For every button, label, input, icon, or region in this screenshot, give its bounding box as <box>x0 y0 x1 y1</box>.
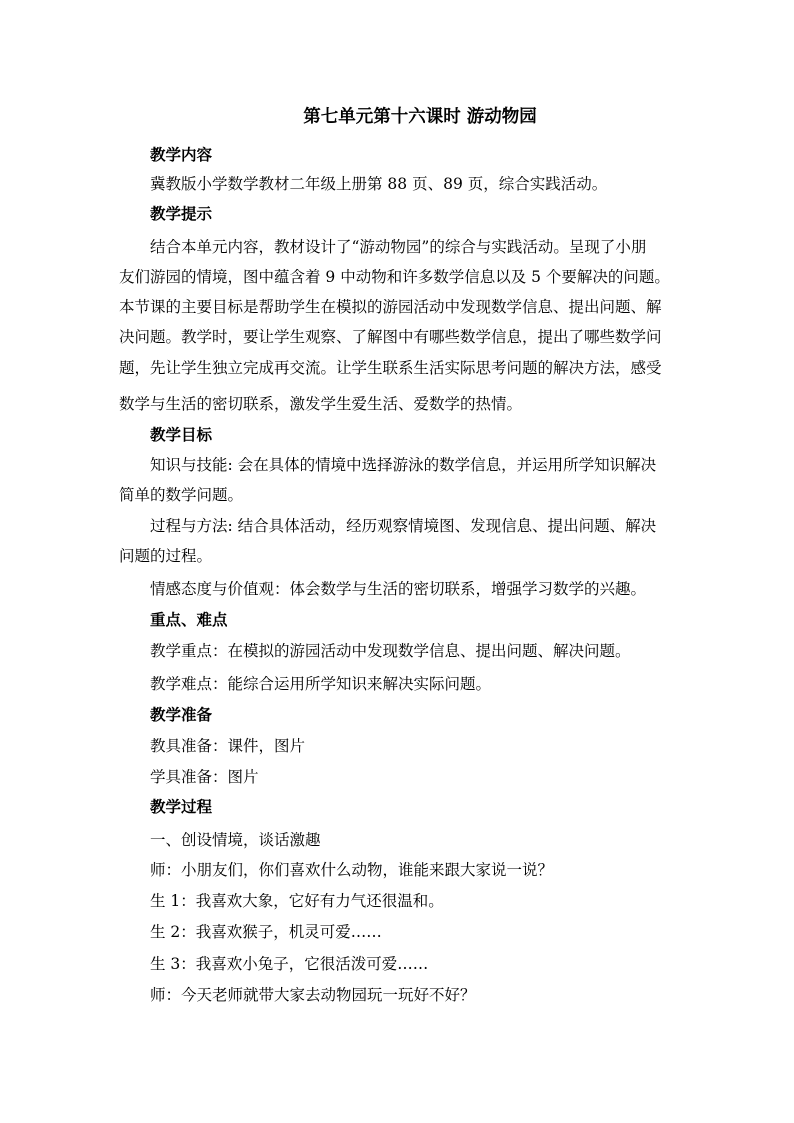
paragraph-line: 友们游园的情境，图中蕴含着 9 中动物和许多数学信息以及 5 个要解决的问题。 <box>119 268 670 286</box>
paragraph-line: 知识与技能: 会在具体的情境中选择游泳的数学信息，并运用所学知识解决 <box>150 456 657 474</box>
paragraph-line: 生 1：我喜欢大象，它好有力气还很温和。 <box>150 892 444 910</box>
paragraph-line: 题，先让学生独立完成再交流。让学生联系生活实际思考问题的解决方法，感受 <box>119 359 662 377</box>
paragraph-line: 情感态度与价值观：体会数学与生活的密切联系，增强学习数学的兴趣。 <box>150 580 647 598</box>
paragraph-line: 结合本单元内容，教材设计了“游动物园”的综合与实践活动。呈现了小朋 <box>150 238 647 256</box>
paragraph-line: 本节课的主要目标是帮助学生在模拟的游园活动中发现数学信息、提出问题、解 <box>119 298 662 316</box>
paragraph-line: 一、创设情境，谈话激趣 <box>150 831 321 849</box>
paragraph-line: 师：今天老师就带大家去动物园玩一玩好不好？ <box>150 986 476 1004</box>
section-heading-goals: 教学目标 <box>150 425 213 444</box>
paragraph-line: 教学重点：在模拟的游园活动中发现数学信息、提出问题、解决问题。 <box>150 642 631 660</box>
section-heading-hint: 教学提示 <box>150 204 213 223</box>
paragraph-line: 决问题。教学时，要让学生观察、了解图中有哪些数学信息，提出了哪些数学问 <box>119 328 662 346</box>
paragraph-line: 生 3：我喜欢小兔子，它很活泼可爱…… <box>150 955 429 973</box>
page-title: 第七单元第十六课时 游动物园 <box>303 107 537 127</box>
section-heading-process: 教学过程 <box>150 797 213 816</box>
section-heading-content: 教学内容 <box>150 145 213 164</box>
paragraph-line: 教学难点：能综合运用所学知识来解决实际问题。 <box>150 675 492 693</box>
paragraph-line: 简单的数学问题。 <box>119 486 244 504</box>
paragraph-line: 师：小朋友们，你们喜欢什么动物，谁能来跟大家说一说？ <box>150 861 554 879</box>
paragraph-line: 生 2：我喜欢猴子，机灵可爱…… <box>150 923 382 941</box>
paragraph-line: 学具准备：图片 <box>150 768 259 786</box>
section-heading-preparation: 教学准备 <box>150 705 213 724</box>
paragraph-line: 教具准备：课件，图片 <box>150 737 306 755</box>
section-heading-key-points: 重点、难点 <box>150 610 228 629</box>
paragraph-line: 问题的过程。 <box>119 547 213 565</box>
paragraph-line: 数学与生活的密切联系，激发学生爱生活、爱数学的热情。 <box>119 395 523 413</box>
paragraph-line: 冀教版小学数学教材二年级上册第 88 页、89 页，综合实践活动。 <box>150 175 608 193</box>
paragraph-line: 过程与方法: 结合具体活动，经历观察情境图、发现信息、提出问题、解决 <box>150 517 657 535</box>
